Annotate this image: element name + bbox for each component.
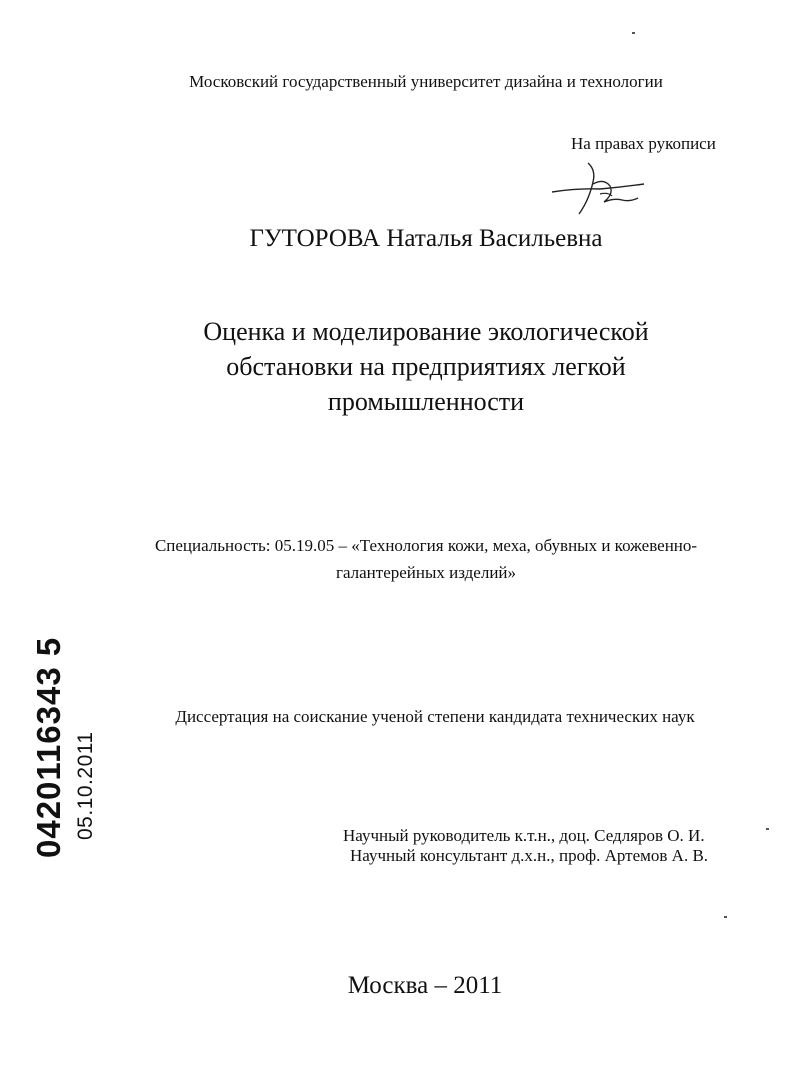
consultant: Научный консультант д.х.н., проф. Артемов А. В. xyxy=(350,846,709,865)
dissertation-title xyxy=(0,314,792,419)
title-line: Оценка и моделирование экологической xyxy=(203,317,649,346)
scan-speck xyxy=(724,916,727,918)
stamp-date: 05.10.2011 xyxy=(74,731,97,840)
city-year: Москва – 2011 xyxy=(347,972,503,999)
university-name: Московский государственный университет дизайна и технологии xyxy=(189,72,663,91)
library-stamp xyxy=(28,636,98,858)
scan-speck xyxy=(632,32,635,34)
degree-statement: Диссертация на соискание ученой степени кандидата технических наук xyxy=(175,707,695,726)
specialty-line: галантерейных изделий» xyxy=(335,563,517,582)
supervisor: Научный руководитель к.т.н., доц. Седляров О. И. xyxy=(343,826,705,845)
scan-speck xyxy=(766,828,769,830)
author-name: ГУТОРОВА Наталья Васильевна xyxy=(249,225,603,252)
title-line: обстановки на предприятиях легкой xyxy=(226,352,626,381)
signature-icon xyxy=(548,160,652,218)
stamp-number: 0420116343 5 xyxy=(30,636,67,858)
manuscript-rights-note: На правах рукописи xyxy=(571,134,716,153)
specialty xyxy=(0,532,792,586)
specialty-line: Специальность: 05.19.05 – «Технология кожи, меха, обувных и кожевенно- xyxy=(154,536,698,555)
title-line: промышленности xyxy=(327,387,525,416)
